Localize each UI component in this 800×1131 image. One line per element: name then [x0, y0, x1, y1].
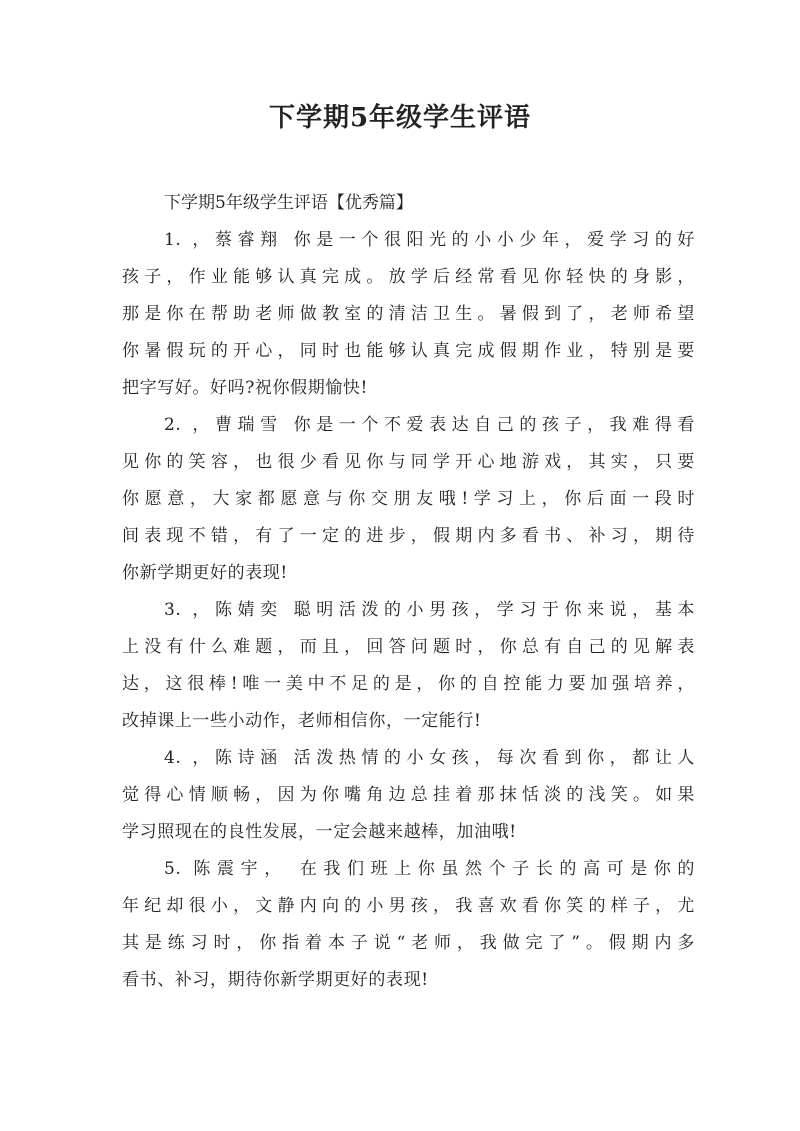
paragraph-line: 孩子，作业能够认真完成。放学后经常看见你轻快的身影， [122, 267, 695, 287]
paragraph-line: 达，这很棒!唯一美中不足的是，你的自控能力要加强培养， [122, 674, 695, 694]
paragraph-line: 你暑假玩的开心，同时也能够认真完成假期作业，特别是要 [122, 341, 695, 361]
comment-paragraph-4 [122, 740, 695, 851]
paragraph-line: 见你的笑容，也很少看见你与同学开心地游戏，其实，只要 [122, 452, 695, 472]
paragraph-line: 间表现不错，有了一定的进步，假期内多看书、补习，期待 [122, 526, 695, 546]
comment-paragraph-1 [122, 222, 695, 407]
document-body [122, 185, 695, 999]
paragraph-line: 2. ，曹瑞雪 你是一个不爱表达自己的孩子，我难得看 [164, 415, 695, 435]
paragraph-line: 5. 陈震宇， 在我们班上你虽然个子长的高可是你的 [164, 859, 695, 879]
comment-paragraph-2 [122, 407, 695, 592]
paragraph-line: 上没有什么难题，而且，回答问题时，你总有自己的见解表 [122, 637, 695, 657]
section-heading: 下学期5年级学生评语【优秀篇】 [164, 193, 413, 213]
paragraph-line: 改掉课上一些小动作，老师相信你，一定能行! [122, 711, 482, 731]
paragraph-line: 4. ，陈诗涵 活泼热情的小女孩，每次看到你，都让人 [164, 748, 695, 768]
paragraph-line: 1. ，蔡睿翔 你是一个很阳光的小小少年，爱学习的好 [164, 230, 695, 250]
paragraph-line: 学习照现在的良性发展，一定会越来越棒，加油哦! [122, 822, 517, 842]
document-title: 下学期5年级学生评语 [268, 103, 532, 133]
paragraph-line: 其是练习时，你指着本子说“老师，我做完了”。假期内多 [122, 933, 695, 953]
paragraph-line: 年纪却很小，文静内向的小男孩，我喜欢看你笑的样子，尤 [122, 896, 695, 916]
paragraph-line: 你新学期更好的表现! [122, 563, 288, 583]
paragraph-line: 你愿意，大家都愿意与你交朋友哦!学习上，你后面一段时 [122, 489, 695, 509]
comment-paragraph-5 [122, 851, 695, 999]
paragraph-line: 看书、补习，期待你新学期更好的表现! [122, 970, 429, 990]
paragraph-line: 把字写好。好吗?祝你假期愉快! [122, 378, 368, 398]
paragraph-line: 3. ，陈婧奕 聪明活泼的小男孩，学习于你来说，基本 [164, 600, 695, 620]
paragraph-line: 觉得心情顺畅，因为你嘴角边总挂着那抹恬淡的浅笑。如果 [122, 785, 695, 805]
paragraph-line: 那是你在帮助老师做教室的清洁卫生。暑假到了，老师希望 [122, 304, 695, 324]
comment-paragraph-3 [122, 592, 695, 740]
